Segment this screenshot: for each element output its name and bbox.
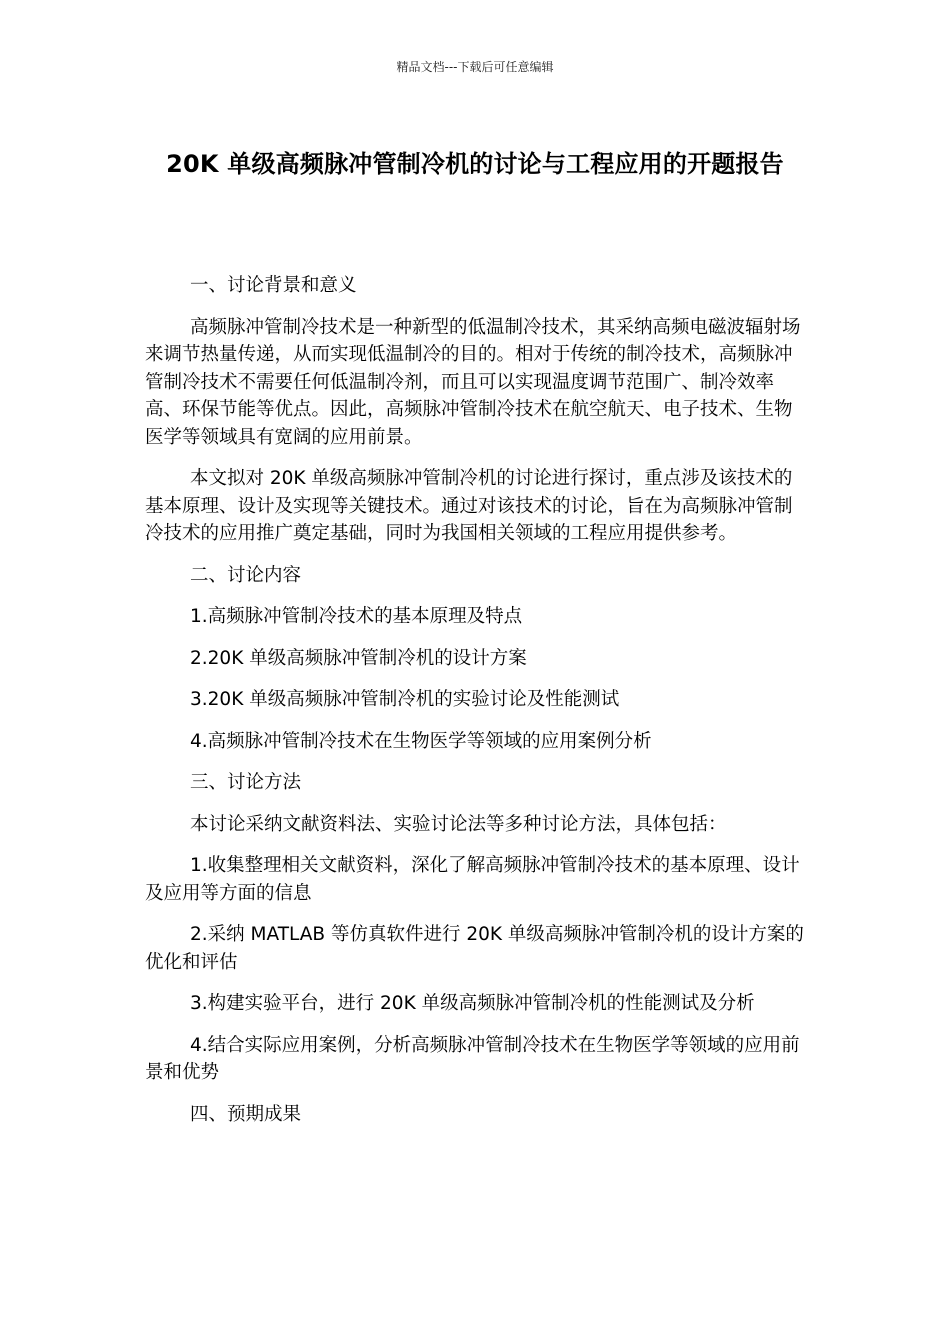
method-item-1: 1.收集整理相关文献资料，深化了解高频脉冲管制冷技术的基本原理、设计及应用等方面的信息 — [145, 855, 800, 904]
content-item-2: 2.20K 单级高频脉冲管制冷机的设计方案 — [190, 647, 527, 669]
section-heading-outcome: 四、预期成果 — [190, 1103, 302, 1125]
section-heading-content: 二、讨论内容 — [190, 564, 302, 586]
document-body — [145, 272, 809, 1142]
content-item-4: 4.高频脉冲管制冷技术在生物医学等领域的应用案例分析 — [190, 730, 652, 752]
section-heading-background: 一、讨论背景和意义 — [190, 275, 357, 296]
content-item-1: 1.高频脉冲管制冷技术的基本原理及特点 — [190, 606, 523, 627]
content-item-3: 3.20K 单级高频脉冲管制冷机的实验讨论及性能测试 — [190, 689, 620, 710]
header-note: 精品文档---下载后可任意编辑 — [396, 60, 554, 74]
section-heading-method: 三、讨论方法 — [190, 772, 302, 793]
method-item-3: 3.构建实验平台，进行 20K 单级高频脉冲管制冷机的性能测试及分析 — [190, 993, 755, 1014]
method-item-2: 2.采纳 MATLAB 等仿真软件进行 20K 单级高频脉冲管制冷机的设计方案的优化和评估 — [145, 924, 804, 973]
method-intro: 本讨论采纳文献资料法、实验讨论法等多种讨论方法，具体包括： — [190, 813, 727, 835]
method-item-4: 4.结合实际应用案例，分析高频脉冲管制冷技术在生物医学等领域的应用前景和优势 — [145, 1034, 800, 1083]
document-title: 20K 单级高频脉冲管制冷机的讨论与工程应用的开题报告 — [166, 150, 784, 178]
paragraph-background-2: 本文拟对 20K 单级高频脉冲管制冷机的讨论进行探讨，重点涉及该技术的基本原理、设计及实现等关键技术。通过对该技术的讨论，旨在为高频脉冲管制冷技术的应用推广奠定基础，同时为我国相关领域的工程应用提供参考。 — [145, 468, 793, 544]
paragraph-background-1: 高频脉冲管制冷技术是一种新型的低温制冷技术，其采纳高频电磁波辐射场来调节热量传递，从而实现低温制冷的目的。相对于传统的制冷技术，高频脉冲管制冷技术不需要任何低温制冷剂，而且可以实现温度调节范围广、制冷效率高、环保节能等优点。因此，高频脉冲管制冷技术在航空航天、电子技术、生物医学等领域具有宽阔的应用前景。 — [145, 316, 801, 448]
